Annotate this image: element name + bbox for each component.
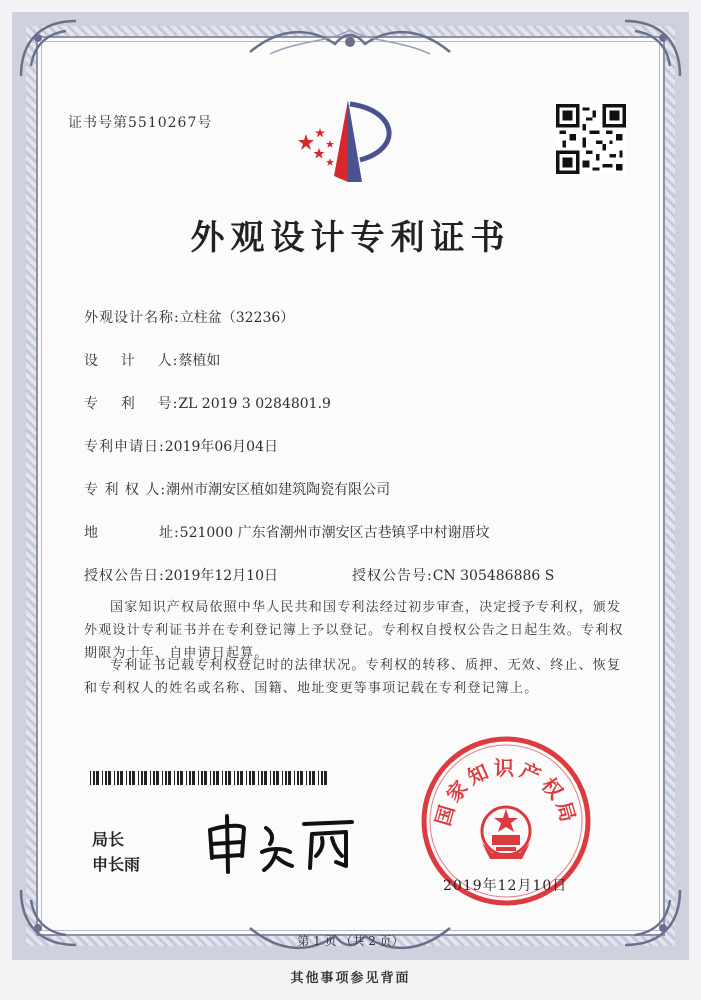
- field-value: 蔡植如: [178, 353, 221, 369]
- field-patentee: [84, 479, 390, 499]
- field-grant-number: [352, 565, 554, 585]
- director-title: 局长: [92, 830, 125, 849]
- certificate-title: 外观设计专利证书: [190, 218, 511, 258]
- field-label: 专利申请日:: [84, 439, 165, 455]
- seal-date: 2019年12月10日: [443, 878, 568, 894]
- field-value: 2019年06月04日: [164, 439, 278, 455]
- grant-statement: 国家知识产权局依照中华人民共和国专利法经过初步审查，决定授予专利权，颁发外观设计专利证书并在专利登记簿上予以登记。专利权自授权公告之日起生效。专利权期限为十年，自申请日起算。: [84, 600, 624, 661]
- field-label: 授权公告号:: [352, 568, 433, 584]
- field-designer: [84, 350, 220, 370]
- field-label: 专 利 号:: [84, 396, 179, 412]
- field-value: CN 305486886 S: [432, 568, 555, 584]
- corner-ornament-tl: [16, 16, 86, 86]
- field-value: 2019年12月10日: [164, 568, 278, 584]
- field-label: 外观设计名称:: [84, 310, 180, 326]
- field-patent-number: [84, 393, 331, 413]
- seal-text: 国家知识产权局: [430, 756, 582, 829]
- page-number: 第 1 页 （共 2 页）: [297, 934, 404, 948]
- field-value: 521000 广东省潮州市潮安区古巷镇孚中村谢厝坟: [179, 525, 490, 541]
- corner-ornament-tr: [615, 16, 685, 86]
- barcode: [90, 771, 330, 785]
- field-grant-date: [84, 565, 278, 585]
- director-name: 申长雨: [92, 855, 141, 874]
- field-application-date: [84, 436, 278, 456]
- top-ornament: [240, 22, 460, 62]
- field-label: 设 计 人:: [84, 353, 179, 369]
- field-label: 授权公告日:: [84, 568, 165, 584]
- legal-status-statement: 专利证书记载专利权登记时的法律状况。专利权的转移、质押、无效、终止、恢复和专利权人的姓名或名称、国籍、地址变更等事项记载在专利登记簿上。: [84, 658, 622, 696]
- footer-note: 其他事项参见背面: [290, 971, 411, 986]
- field-label: 地 址:: [84, 525, 180, 541]
- patent-office-emblem-icon: [286, 96, 410, 188]
- field-label: 专 利 权 人:: [84, 482, 167, 498]
- field-address: [84, 522, 490, 542]
- certificate-number: 证书号第5510267号: [68, 115, 213, 131]
- field-value: 潮州市潮安区植如建筑陶瓷有限公司: [166, 482, 391, 498]
- field-design-name: [84, 307, 294, 327]
- qr-code: [556, 104, 626, 174]
- handwritten-signature: [200, 808, 360, 878]
- field-value: 立柱盆（32236）: [179, 310, 295, 326]
- field-value: ZL 2019 3 0284801.9: [178, 396, 331, 412]
